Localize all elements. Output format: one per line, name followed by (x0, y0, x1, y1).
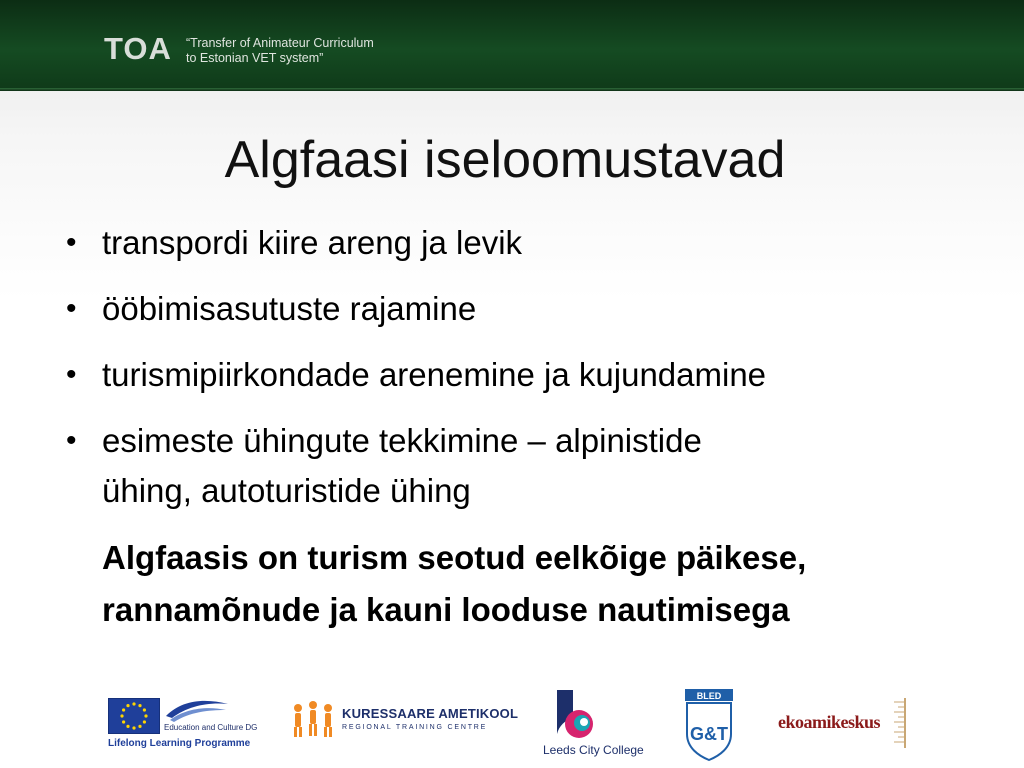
bullet-marker: • (66, 424, 77, 457)
bullet-text-continued: ühing, autoturistide ühing (102, 472, 471, 509)
tagline-line-2: to Estonian VET system” (186, 51, 324, 65)
eu-flag-icon (108, 698, 160, 734)
lifelong-learning-label: Lifelong Learning Programme (108, 738, 251, 749)
footer-logos (0, 680, 1024, 768)
ruler-icon (892, 698, 914, 748)
bullet-marker: • (66, 226, 77, 259)
leeds-college-name: Leeds City College (543, 743, 644, 757)
bled-mark: G&T (690, 724, 728, 744)
tagline-line-1: “Transfer of Animateur Curriculum (186, 36, 374, 50)
ekoamikeskus-logo: ekoamikeskus (778, 712, 881, 732)
bullet-text: turismipiirkondade arenemine ja kujundamine (102, 356, 767, 393)
slide-title: Algfaasi iseloomustavad (224, 131, 786, 189)
kuressaare-name: KURESSAARE AMETIKOOL (342, 706, 519, 721)
kuressaare-subtitle: REGIONAL TRAINING CENTRE (342, 724, 488, 731)
bullet-marker: • (66, 358, 77, 391)
conclusion-line-2: rannamõnude ja kauni looduse nautimisega (102, 591, 790, 628)
education-culture-swoosh-icon (164, 694, 230, 722)
bullet-text: ööbimisasutuste rajamine (102, 290, 477, 327)
bullet-text: transpordi kiire areng ja levik (102, 224, 523, 261)
bullet-item (62, 218, 992, 268)
bullet-marker: • (66, 292, 77, 325)
bullet-list (62, 218, 992, 532)
bullet-item (62, 284, 992, 334)
kuressaare-people-icon (290, 700, 336, 740)
education-culture-label: Education and Culture DG (164, 723, 258, 732)
bled-shield-icon (684, 688, 734, 762)
bled-label: BLED (696, 691, 722, 701)
leeds-college-icon (555, 688, 595, 742)
conclusion-text (102, 532, 1002, 636)
toa-tagline (186, 36, 374, 66)
bullet-item (62, 416, 992, 516)
bullet-item (62, 350, 992, 400)
header-divider (0, 88, 1024, 91)
conclusion-line-1: Algfaasis on turism seotud eelkõige päikese, (102, 539, 807, 576)
toa-logo: TOA (104, 31, 172, 66)
bullet-text: esimeste ühingute tekkimine – alpinistide (102, 422, 702, 459)
